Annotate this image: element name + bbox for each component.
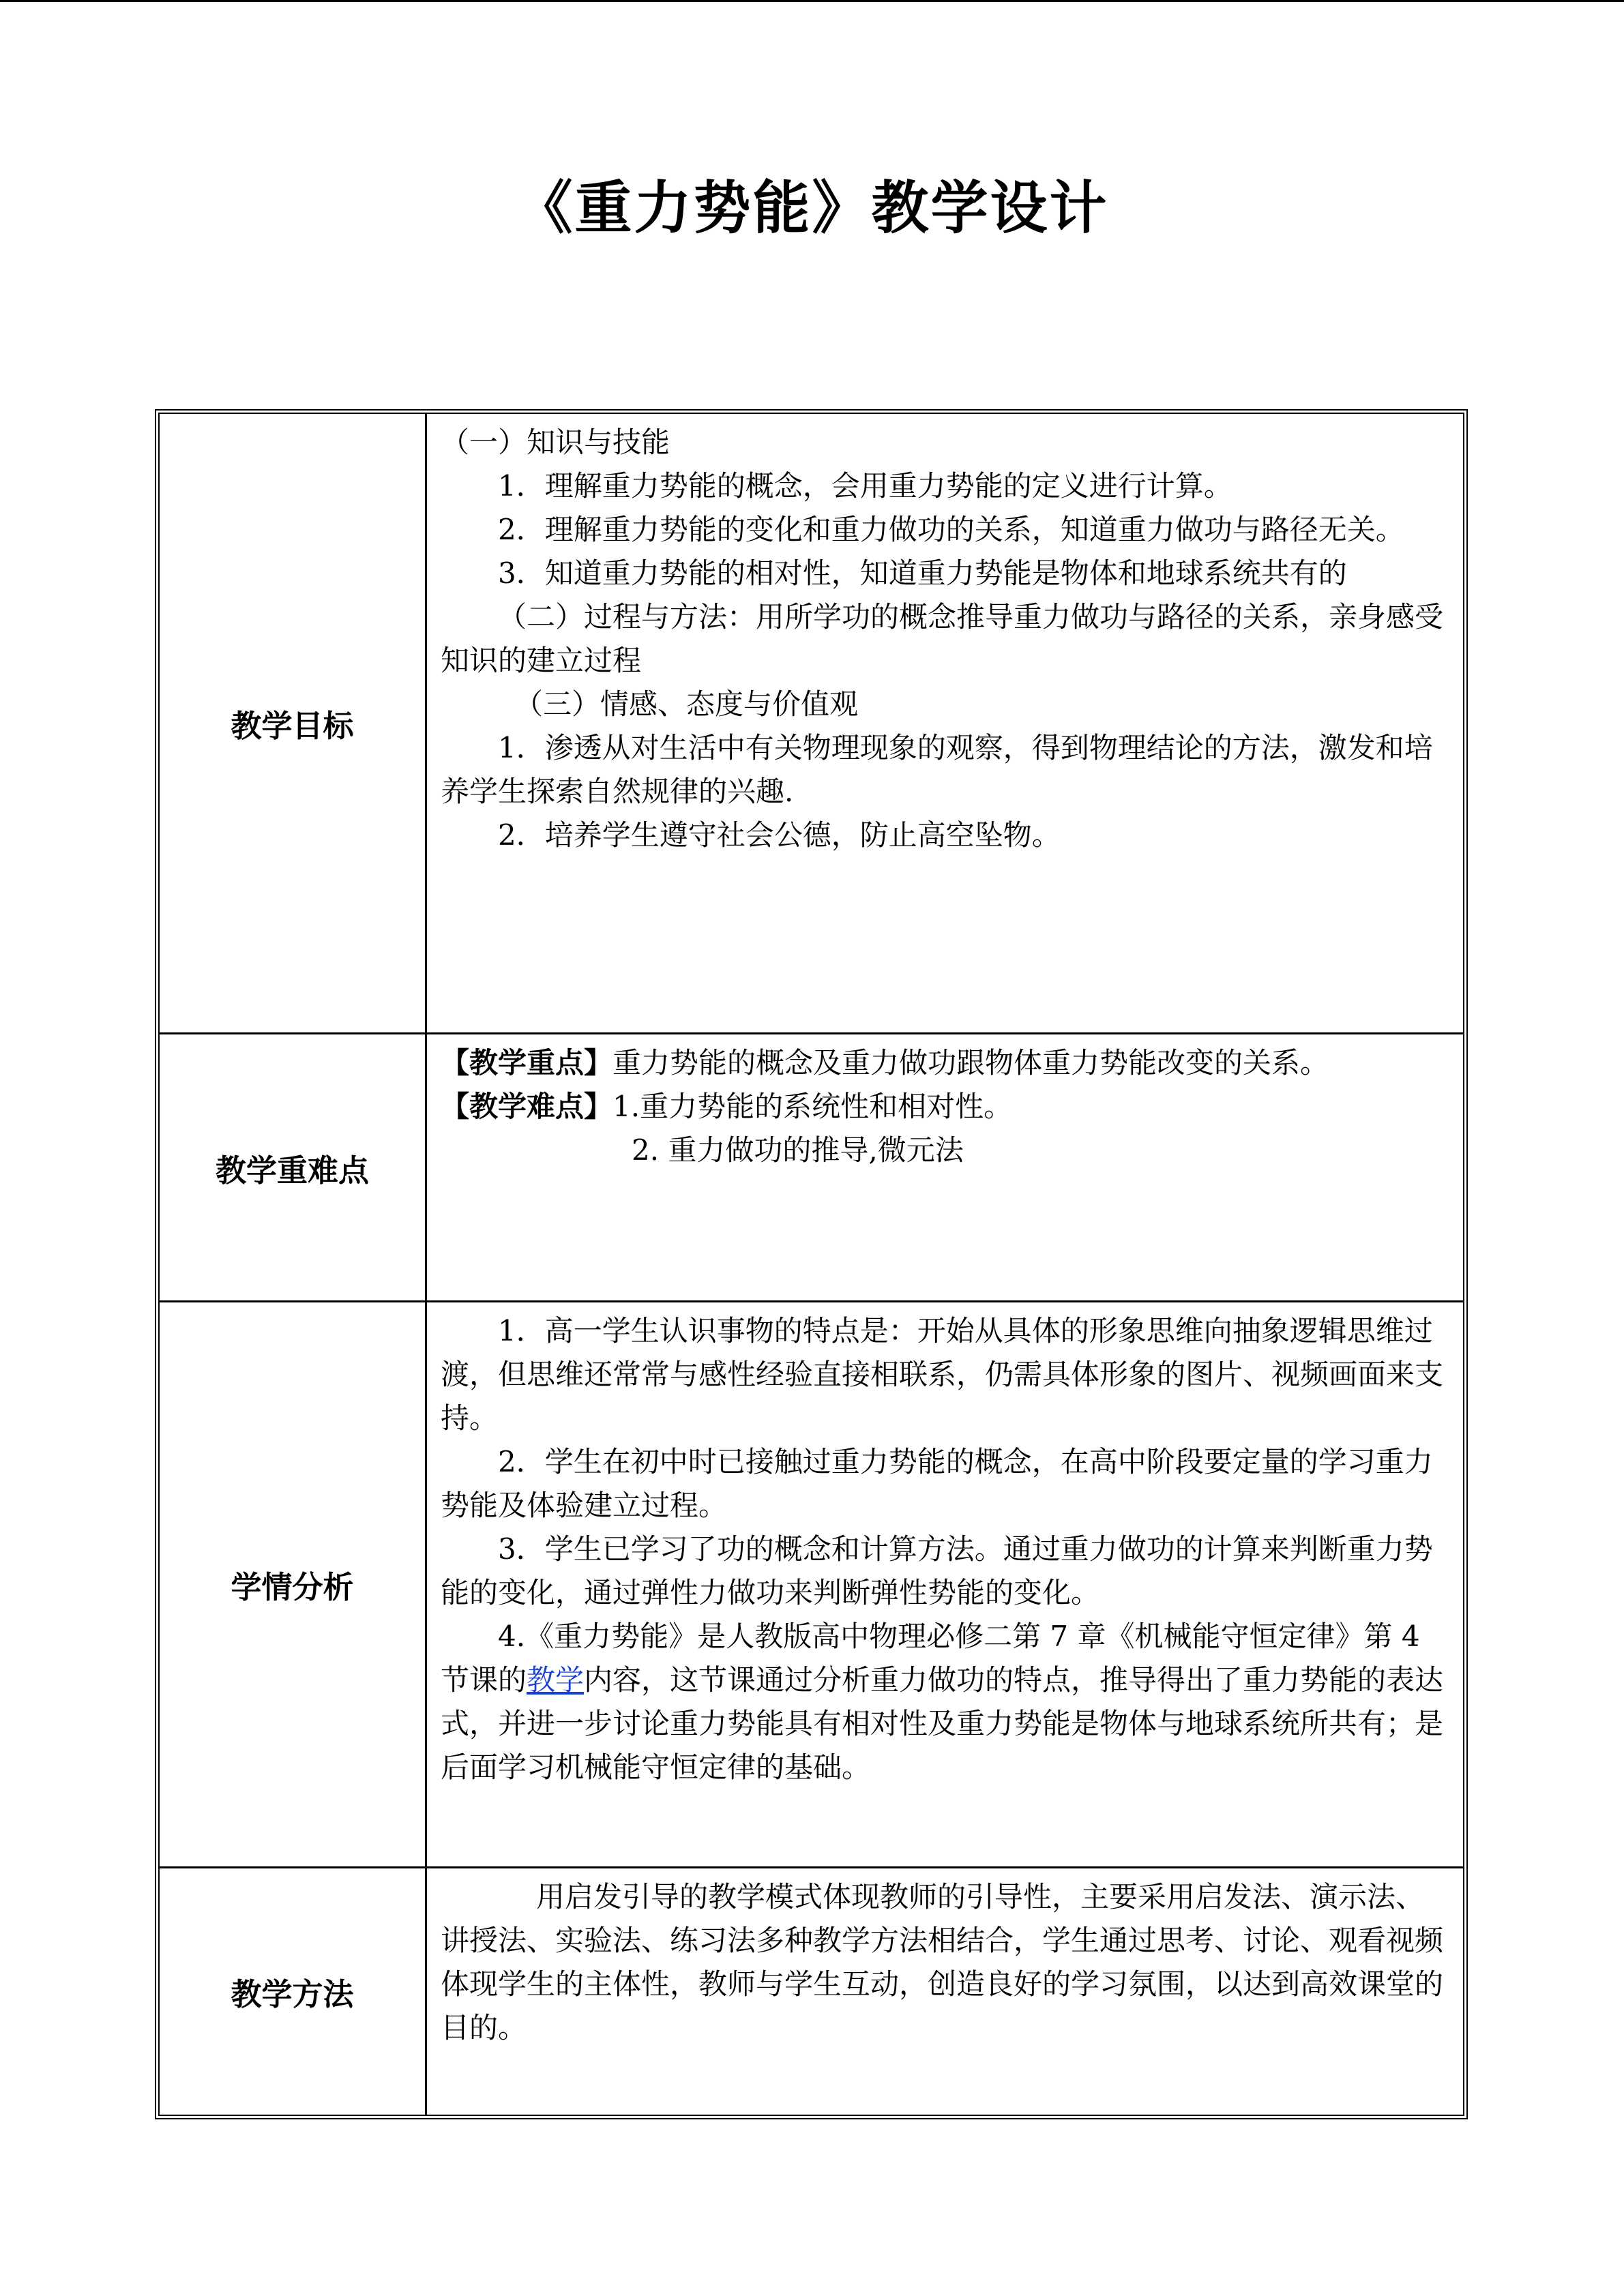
row-teaching-objectives bbox=[160, 414, 1463, 1032]
page-top-border bbox=[0, 0, 1624, 2]
document-title: 《重力势能》教学设计 bbox=[515, 175, 1109, 241]
analysis-item: 1．高一学生认识事物的特点是：开始从具体的形象思维向抽象逻辑思维过渡，但思维还常常与感性经验直接相联系，仍需具体形象的图片、视频画面来支持。 bbox=[441, 1314, 1444, 1435]
analysis-item: 3．学生已学习了功的概念和计算方法。通过重力做功的计算来判断重力势能的变化，通过弹性力做功来判断弹性势能的变化。 bbox=[441, 1532, 1433, 1609]
row-student-analysis bbox=[160, 1300, 1463, 1866]
row-label-methods: 教学方法 bbox=[160, 1868, 427, 2115]
difficult-point-2: 2. 重力做功的推导,微元法 bbox=[632, 1133, 964, 1167]
row-label-objectives: 教学目标 bbox=[160, 414, 427, 1032]
key-point bbox=[441, 1041, 1447, 1085]
row-key-difficult-points bbox=[160, 1032, 1463, 1300]
analysis-item bbox=[441, 1615, 1447, 1789]
objective-heading-process: （二）过程与方法：用所学功的概念推导重力做功与路径的关系，亲身感受知识的建立过程 bbox=[441, 600, 1444, 677]
key-point-tag: 【教学重点】 bbox=[441, 1046, 613, 1079]
teaching-link[interactable]: 教学 bbox=[527, 1663, 585, 1697]
objective-item: 1．渗透从对生活中有关物理现象的观察，得到物理结论的方法，激发和培养学生探索自然规律的兴趣. bbox=[441, 731, 1433, 808]
row-teaching-methods bbox=[160, 1866, 1463, 2115]
objective-heading-knowledge: （一）知识与技能 bbox=[441, 426, 670, 459]
row-label-key-points: 教学重难点 bbox=[160, 1034, 427, 1300]
difficult-point-1: 1.重力势能的系统性和相对性。 bbox=[612, 1090, 1013, 1123]
analysis-item-4-after: 内容，这节课通过分析重力做功的特点，推导得出了重力势能的表达式，并进一步讨论重力势能具有相对性及重力势能是物体与地球系统所共有；是后面学习机械能守恒定律的基础。 bbox=[441, 1663, 1444, 1784]
row-label-student-analysis: 学情分析 bbox=[160, 1302, 427, 1866]
lesson-plan-table bbox=[155, 409, 1468, 2119]
objectives-content bbox=[427, 414, 1463, 1032]
objective-item: 3．知道重力势能的相对性，知道重力势能是物体和地球系统共有的 bbox=[498, 556, 1347, 590]
objective-heading-emotion: （三）情感、态度与价值观 bbox=[514, 687, 859, 721]
key-point-text: 重力势能的概念及重力做功跟物体重力势能改变的关系。 bbox=[612, 1046, 1329, 1079]
key-points-content bbox=[427, 1034, 1463, 1300]
difficult-point-tag: 【教学难点】 bbox=[441, 1090, 613, 1123]
methods-content bbox=[427, 1868, 1463, 2115]
objective-item: 2．培养学生遵守社会公德，防止高空坠物。 bbox=[498, 818, 1061, 852]
student-analysis-content bbox=[427, 1302, 1463, 1866]
analysis-item: 2．学生在初中时已接触过重力势能的概念，在高中阶段要定量的学习重力势能及体验建立过程。 bbox=[441, 1445, 1433, 1522]
methods-text: 用启发引导的教学模式体现教师的引导性，主要采用启发法、演示法、讲授法、实验法、练习法多种教学方法相结合，学生通过思考、讨论、观看视频体现学生的主体性，教师与学生互动，创造良好的学习氛围，以达到高效课堂的目的。 bbox=[441, 1880, 1444, 2044]
objective-item: 1．理解重力势能的概念，会用重力势能的定义进行计算。 bbox=[498, 469, 1232, 503]
difficult-point bbox=[441, 1085, 1447, 1129]
analysis-item-4-before: 4.《重力势能》是人教版高中物理必修二第 7 章《机械能守恒定律》第 4 节课的 bbox=[441, 1620, 1420, 1697]
objective-item: 2．理解重力势能的变化和重力做功的关系，知道重力做功与路径无关。 bbox=[498, 513, 1404, 546]
